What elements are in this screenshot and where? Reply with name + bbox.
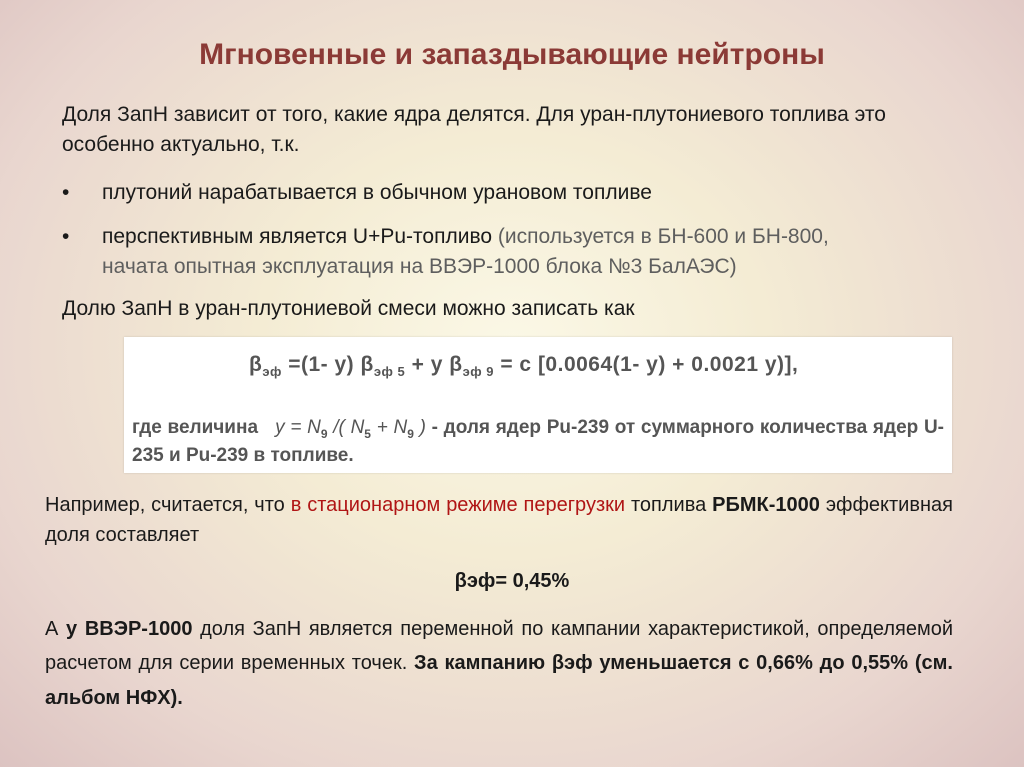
formula-lead-text: Долю ЗапН в уран-плутониевой смеси можно записать как <box>62 297 635 320</box>
bullet-text: плутоний нарабатывается в обычном урановом топливе <box>102 181 652 204</box>
bullet-paren-text: (используется в БН-600 и БН-800, <box>497 225 829 248</box>
bullet-dot: • <box>62 225 70 248</box>
beta-value: βэф= 0,45% <box>454 570 570 592</box>
bullet-text <box>102 222 992 252</box>
beta-formula: $\beta_{эф} =(1-$ y) $\beta_{эф 5} + y$ $\beta_{эф 9} = c$ [0.0064(1- y) + 0.0021 y)], <box>249 353 799 380</box>
bullet-dot: • <box>62 181 70 204</box>
highlighted-mode-text: в стационарном режиме перегрузки <box>290 494 626 516</box>
example-paragraph: Например, считается, что в стационарном режиме перегрузки топлива РБМК-1000 эффективная доля составляет <box>45 494 953 546</box>
intro-paragraph: Доля ЗапН зависит от того, какие ядра делятся. Для уран-плутониевого топлива это особенно актуально, т.к. <box>62 103 886 157</box>
bullet-item-plutonium <box>62 178 992 208</box>
rbmk-label: РБМК-1000 <box>712 494 820 516</box>
formula-image <box>124 337 952 473</box>
bullet-main-text: перспективным является U+Pu-топливо <box>102 225 493 248</box>
campaign-conclusion: За кампанию βэф уменьшается с 0,66% до 0,55% (см. альбом НФХ). <box>45 652 953 709</box>
bullet-paren-continuation: начата опытная эксплуатация на ВВЭР-1000 блока №3 БалАЭС) <box>102 255 737 279</box>
slide-title: Мгновенные и запаздывающие нейтроны <box>199 38 825 71</box>
bullet-item-upu-fuel <box>62 222 992 283</box>
vver-paragraph: А у ВВЭР-1000 доля ЗапН является переменной по кампании характеристикой, определяемой расчетом для серии временных точек. За кампанию βэф уменьшается с 0,66% до 0,55% (см. альбом НФХ). <box>45 618 953 709</box>
y-definition: где величина $y = N_9$ /( $N_5 + N_9$ ) - доля ядер Pu-239 от суммарного количества ядер U-235 и Pu-239 в топливе. <box>132 417 944 466</box>
